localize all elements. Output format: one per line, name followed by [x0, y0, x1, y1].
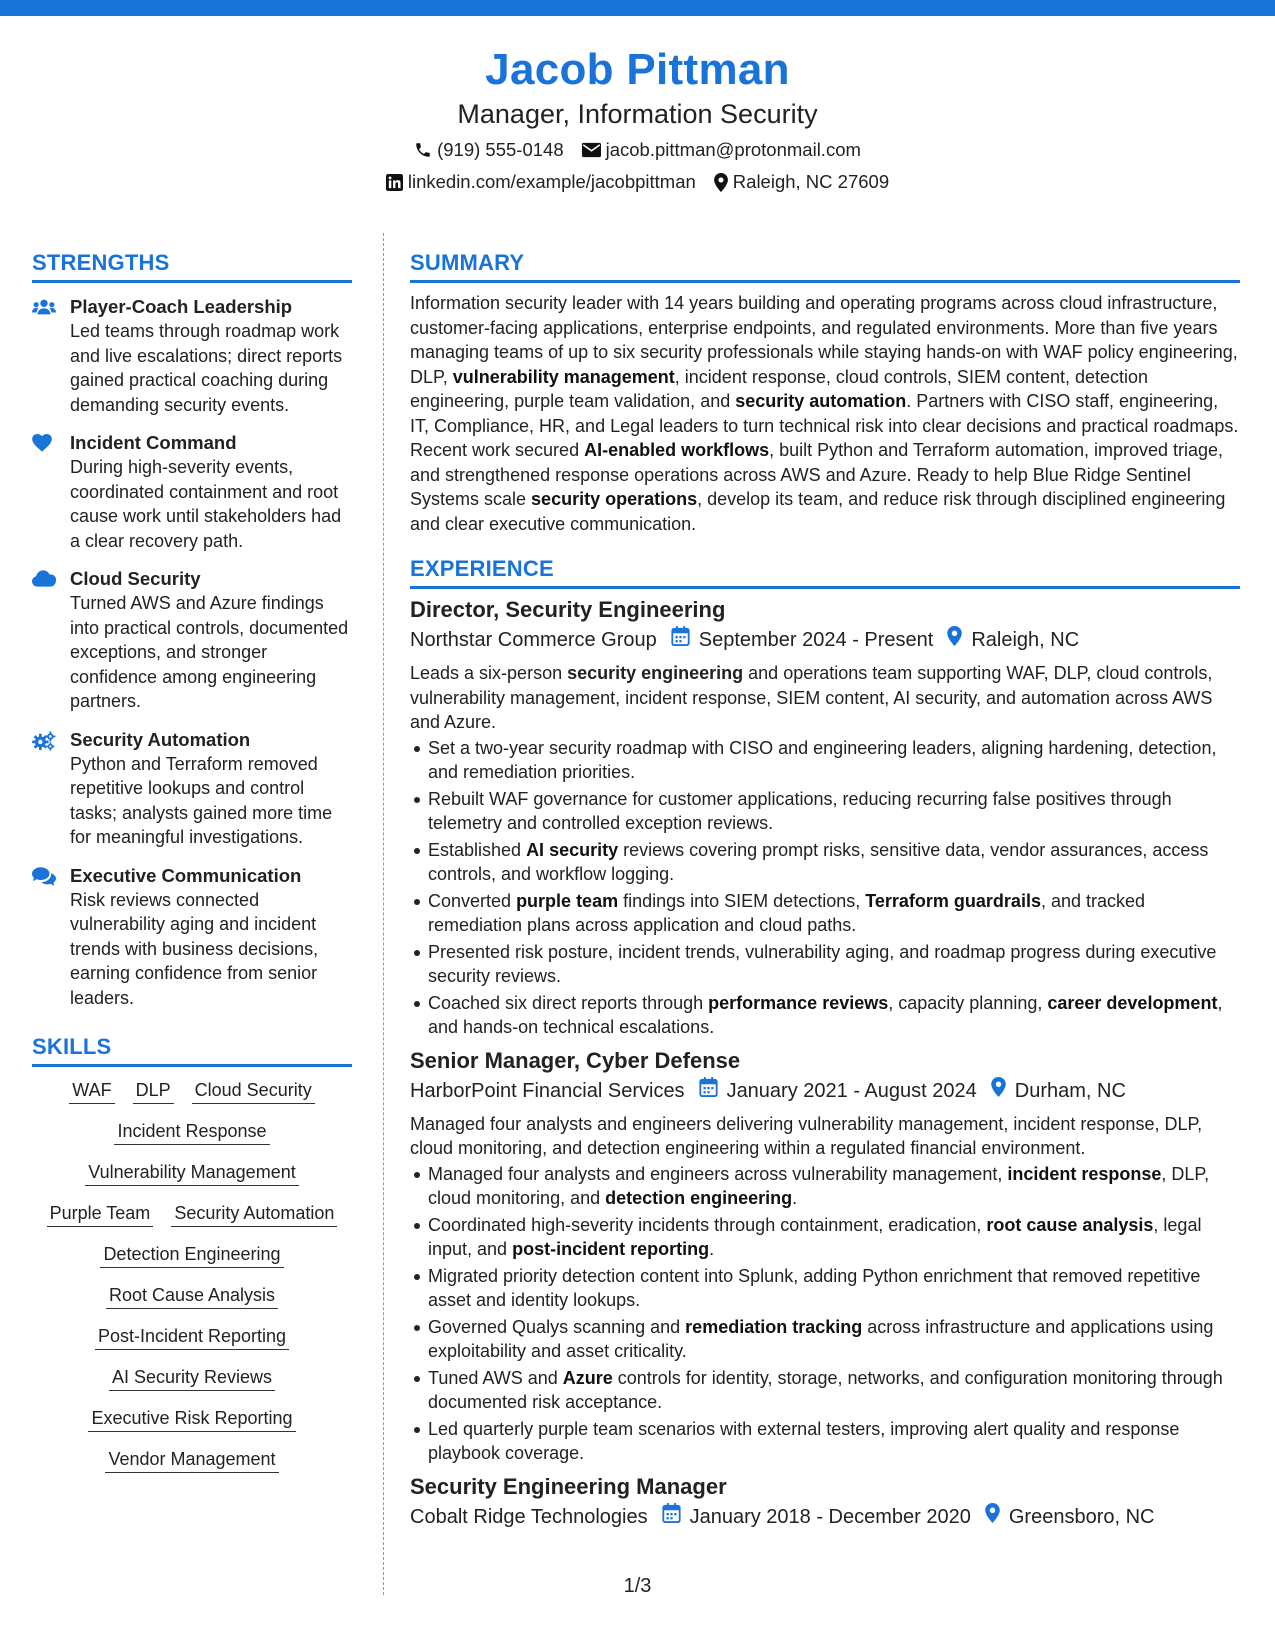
skill-tag: DLP	[133, 1077, 174, 1104]
bold-keyword: root cause analysis	[986, 1214, 1154, 1235]
location-item	[714, 170, 889, 194]
skill-tag: Post-Incident Reporting	[95, 1323, 289, 1350]
email-text[interactable]: jacob.pittman@protonmail.com	[605, 139, 861, 160]
bold-keyword: incident response	[1007, 1163, 1162, 1184]
bold-keyword: security engineering	[567, 663, 744, 683]
job-bullets	[410, 736, 1240, 1040]
bold-keyword: career development	[1047, 992, 1218, 1013]
phone-icon	[414, 141, 432, 159]
strength-title: Player-Coach Leadership	[70, 296, 293, 317]
candidate-name: Jacob Pittman	[485, 45, 790, 94]
contact-row-1	[0, 138, 1275, 162]
skill-row	[32, 1241, 352, 1268]
bold-keyword: remediation tracking	[685, 1316, 863, 1337]
skill-row	[32, 1405, 352, 1432]
company-name: Northstar Commerce Group	[410, 629, 657, 651]
email-item[interactable]	[582, 138, 861, 162]
skill-tag: Vendor Management	[105, 1446, 278, 1473]
right-column	[410, 248, 1240, 1531]
skill-tag: Executive Risk Reporting	[88, 1405, 295, 1432]
skill-tag: Cloud Security	[192, 1077, 315, 1104]
skills-heading: SKILLS	[32, 1032, 352, 1067]
skill-row	[32, 1159, 352, 1186]
job-meta	[410, 626, 1240, 654]
linkedin-icon	[386, 174, 403, 191]
skill-row	[32, 1118, 352, 1145]
candidate-title: Manager, Information Security	[457, 99, 818, 129]
bold-keyword: post-incident reporting	[512, 1239, 710, 1259]
map-pin-icon	[714, 173, 728, 192]
job-title: Security Engineering Manager	[410, 1473, 727, 1499]
strength-desc: Risk reviews connected vulnerability aging and incident trends with business decisions, earning confidence from senior leaders.	[70, 889, 319, 1008]
strength-item	[32, 567, 352, 714]
bullet-item: Presented risk posture, incident trends, vulnerability aging, and roadmap progress during executive security reviews.	[428, 940, 1240, 989]
summary-text: Information security leader with 14 years building and operating programs across cloud infrastructure, customer-facing applications, enterprise endpoints, and regulated environments. More than five years managing teams of up to six security professionals while staying hands-on with WAF policy engineering, DLP, vulnerability management, incident response, cloud controls, SIEM content, detection engineering, purple team validation, and security automation. Partners with CISO staff, engineering, IT, Compliance, HR, and Legal leaders to turn technical risk into clear decisions and practical roadmaps. Recent work secured AI-enabled workflows, built Python and Terraform automation, improved triage, and strengthened response operations across AWS and Azure. Ready to help Blue Ridge Sentinel Systems scale security operations, develop its team, and reduce risk through disciplined engineering and clear executive communication.	[410, 293, 1239, 534]
strengths-list	[32, 295, 352, 1010]
map-pin-icon	[991, 1077, 1015, 1105]
company-name: Cobalt Ridge Technologies	[410, 1505, 648, 1528]
skill-row	[32, 1077, 352, 1104]
job-entry	[410, 595, 1240, 1040]
heart-icon	[32, 431, 70, 553]
strength-title: Executive Communication	[70, 864, 302, 886]
cloud-icon	[32, 567, 70, 714]
strength-desc: During high-severity events, coordinated containment and root cause work until stakeholders had a clear recovery path.	[70, 457, 342, 551]
linkedin-text[interactable]: linkedin.com/example/jacobpittman	[407, 171, 696, 192]
company-name: HarborPoint Financial Services	[410, 1079, 685, 1102]
bullet-item: Managed four analysts and engineers across vulnerability management, incident response, DLP, cloud monitoring, and detection engineering.	[428, 1162, 1240, 1211]
job-dates: January 2021 - August 2024	[726, 1079, 977, 1102]
bullet-item: Rebuilt WAF governance for customer applications, reducing recurring false positives through telemetry and controlled exception reviews.	[428, 787, 1240, 836]
skill-row	[32, 1200, 352, 1227]
calendar-icon	[662, 1503, 690, 1531]
job-bullets	[410, 1162, 1240, 1466]
bullet-item: Converted purple team findings into SIEM detections, Terraform guardrails, and tracked remediation plans across application and cloud paths.	[428, 889, 1240, 938]
strength-item	[32, 431, 352, 553]
bold-keyword: Azure	[562, 1367, 613, 1388]
skill-tag: Root Cause Analysis	[106, 1282, 278, 1309]
bold-keyword: security operations	[531, 489, 698, 509]
bold-keyword: detection engineering	[605, 1188, 793, 1208]
job-description: Leads a six-person security engineering and operations team supporting WAF, DLP, cloud controls, vulnerability management, incident response, SIEM content, AI security, and automation across AWS and Azure.	[410, 663, 1213, 732]
strength-item	[32, 295, 352, 417]
strength-title: Incident Command	[70, 432, 237, 453]
linkedin-item[interactable]	[386, 170, 696, 194]
skill-tag: AI Security Reviews	[109, 1364, 275, 1391]
skill-tag: Purple Team	[47, 1200, 154, 1227]
page-number: 1/3	[623, 1575, 652, 1597]
strengths-heading: STRENGTHS	[32, 248, 352, 283]
job-dates: September 2024 - Present	[698, 629, 934, 651]
strength-item	[32, 864, 352, 1011]
users-icon	[32, 295, 70, 417]
strength-title: Security Automation	[70, 728, 251, 750]
top-accent-bar	[0, 0, 1275, 16]
location-text: Raleigh, NC 27609	[732, 171, 890, 192]
skill-tag: Vulnerability Management	[85, 1159, 298, 1186]
bullet-item: Migrated priority detection content into Splunk, adding Python enrichment that removed repetitive asset and identity lookups.	[428, 1264, 1240, 1313]
phone-text: (919) 555-0148	[437, 139, 564, 160]
bullet-item: Set a two-year security roadmap with CISO and engineering leaders, aligning hardening, detection, and remediation priorities.	[428, 736, 1240, 785]
experience-heading: EXPERIENCE	[410, 554, 1240, 589]
map-pin-icon	[985, 1503, 1009, 1531]
skill-row	[32, 1282, 352, 1309]
job-title: Director, Security Engineering	[410, 597, 726, 622]
bold-keyword: AI-enabled workflows	[584, 440, 770, 460]
summary-heading: SUMMARY	[410, 248, 1240, 283]
strength-desc: Python and Terraform removed repetitive lookups and control tasks; analysts gained more time for meaningful investigations.	[70, 753, 333, 847]
bold-keyword: vulnerability management	[452, 366, 675, 387]
column-divider	[383, 233, 384, 1595]
strength-desc: Led teams through roadmap work and live escalations; direct reports gained practical coaching during demanding security events.	[70, 321, 343, 415]
skill-tag: Security Automation	[171, 1200, 337, 1227]
job-location: Durham, NC	[1014, 1079, 1126, 1102]
bold-keyword: security automation	[735, 391, 907, 411]
bold-keyword: purple team	[516, 890, 619, 911]
bold-keyword: performance reviews	[708, 992, 889, 1013]
bold-keyword: Terraform guardrails	[865, 890, 1041, 911]
job-dates: January 2018 - December 2020	[689, 1505, 971, 1528]
bullet-item: Coordinated high-severity incidents through containment, eradication, root cause analysis, legal input, and post-incident reporting.	[428, 1213, 1240, 1262]
bold-keyword: AI security	[526, 839, 619, 860]
skill-tag: Incident Response	[114, 1118, 269, 1145]
phone-item	[414, 138, 564, 162]
strength-title: Cloud Security	[70, 568, 201, 589]
resume-header	[0, 44, 1275, 194]
job-title: Senior Manager, Cyber Defense	[410, 1047, 741, 1073]
map-pin-icon	[947, 626, 971, 654]
bullet-item: Coached six direct reports through performance reviews, capacity planning, career development, and hands-on technical escalations.	[428, 991, 1240, 1040]
strength-desc: Turned AWS and Azure findings into practical controls, documented exceptions, and stronger confidence among engineering partners.	[70, 593, 349, 711]
bullet-item: Tuned AWS and Azure controls for identity, storage, networks, and configuration monitoring through documented risk acceptance.	[428, 1366, 1240, 1415]
job-location: Raleigh, NC	[971, 629, 1080, 651]
gears-icon	[32, 728, 70, 850]
skill-tag: WAF	[69, 1077, 114, 1104]
job-entry	[410, 1472, 1240, 1531]
strength-item	[32, 728, 352, 850]
bullet-item: Led quarterly purple team scenarios with external testers, improving alert quality and response playbook coverage.	[428, 1417, 1240, 1466]
calendar-icon	[699, 1077, 727, 1105]
envelope-icon	[582, 142, 601, 158]
job-description: Managed four analysts and engineers delivering vulnerability management, incident response, DLP, cloud monitoring, and detection engineering within a regulated financial environment.	[410, 1113, 1203, 1158]
skill-row	[32, 1364, 352, 1391]
skills-list	[32, 1077, 352, 1473]
skill-tag: Detection Engineering	[100, 1241, 283, 1268]
skill-row	[32, 1446, 352, 1473]
bullet-item: Governed Qualys scanning and remediation tracking across infrastructure and applications using exploitability and asset criticality.	[428, 1315, 1240, 1364]
job-meta	[410, 1077, 1240, 1105]
calendar-icon	[671, 626, 699, 654]
contact-row-2	[0, 170, 1275, 194]
left-column	[32, 248, 352, 1487]
job-entry	[410, 1046, 1240, 1466]
skill-row	[32, 1323, 352, 1350]
job-meta	[410, 1503, 1240, 1531]
comments-icon	[32, 864, 70, 1011]
job-location: Greensboro, NC	[1008, 1505, 1155, 1528]
bullet-item: Established AI security reviews covering prompt risks, sensitive data, vendor assurances, access controls, and workflow logging.	[428, 838, 1240, 887]
